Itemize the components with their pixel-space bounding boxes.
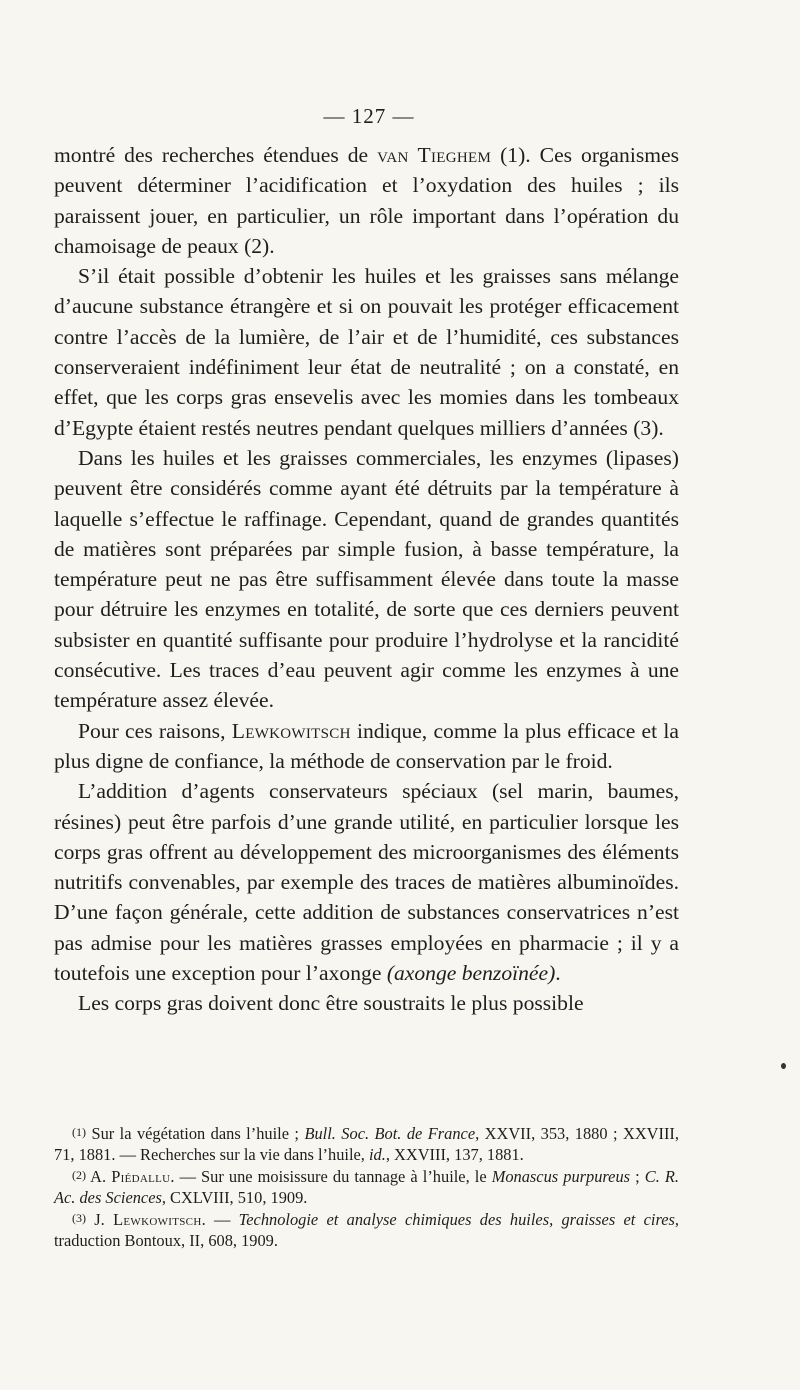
text-run: . — <box>201 1210 239 1229</box>
paragraph <box>54 443 679 716</box>
text-run: . — Sur une moisissure du tannage à l’huile, le <box>170 1167 492 1186</box>
author-name-piedallu: Piédallu <box>111 1167 171 1186</box>
page-number: — 127 — <box>323 104 415 128</box>
journal-title: Bull. Soc. Bot. de France <box>304 1124 476 1143</box>
body-text <box>54 140 679 1019</box>
footnote-number: (1) <box>72 1125 86 1139</box>
footnote-number: (2) <box>72 1168 86 1182</box>
text-run: Les corps gras doivent donc être soustraits le plus possible <box>78 991 584 1016</box>
text-run: A. <box>86 1167 112 1186</box>
paragraph <box>54 261 679 443</box>
footnote-1 <box>54 1122 679 1165</box>
journal-title: C. R. Ac. des Sciences <box>54 1167 680 1207</box>
paragraph-continued <box>54 140 679 261</box>
paragraph <box>54 988 679 1018</box>
author-name-lewkowitsch: Lewkowitsch <box>231 718 351 743</box>
text-run: S’il était possible d’obtenir les huiles et les graisses sans mélange d’aucune substance étrangère et si on pouvait les protéger efficacement contre l’accès de la lumière, de l’air et de l’humidité, ces substances conserveraient indéfiniment leur état de neutralité ; on a constaté, en effet, que les corps gras ensevelis avec les momies dans les tombeaux d’Egypte étaient restés neutres pendant quelques milliers d’années (3). <box>54 264 679 440</box>
text-run: , XXVIII, 137, 1881. <box>385 1145 524 1164</box>
paragraph <box>54 776 679 988</box>
book-title: Technologie et analyse chimiques des huiles, graisses et cires <box>238 1210 675 1229</box>
text-run: (1). Ces organismes peuvent déterminer l’acidification et l’oxydation des huiles ; ils paraissent jouer, en particulier, un rôle important dans l’opération du chamoisage de peaux (2). <box>54 143 680 258</box>
species-name: Monascus purpureus <box>491 1167 631 1186</box>
footnote-2 <box>54 1165 679 1208</box>
author-name-van-tieghem: van Tieghem <box>377 143 492 167</box>
text-run: , CXLVIII, 510, 1909. <box>161 1188 308 1207</box>
italic-term: (axonge benzoïnée) <box>386 961 556 986</box>
text-run: montré des recherches étendues de <box>54 143 378 167</box>
text-run: J. <box>86 1210 114 1229</box>
ink-speck <box>781 1063 786 1069</box>
text-run: Sur la végétation dans l’huile ; <box>86 1124 305 1143</box>
paragraph <box>54 716 679 777</box>
text-run: indique, comme la plus efficace et la plus digne de confiance, la méthode de conservation par le froid. <box>54 718 679 773</box>
text-run: , XXVII, 353, 1880 ; XXVIII, 71, 1881. — Recherches sur la vie dans l’huile, <box>54 1124 679 1164</box>
text-run: . <box>555 961 561 986</box>
footnotes <box>54 1122 679 1251</box>
text-run: Dans les huiles et les graisses commerciales, les enzymes (lipases) peuvent être considérés comme ayant été détruits par la température à laquelle s’effectue le raffinage. Cependant, quand de grandes quantités de matières sont préparées par simple fusion, à basse température, la température peut ne pas être suffisamment élevée dans toute la masse pour détruire les enzymes en totalité, de sorte que ces derniers peuvent subsister en quantité suffisante pour produire l’hydrolyse et la rancidité consécutive. Les traces d’eau peuvent agir comme les enzymes à une température assez élevée. <box>54 445 679 713</box>
footnote-3 <box>54 1208 679 1251</box>
italic-abbrev: id. <box>368 1145 386 1164</box>
text-run: ; <box>630 1167 645 1186</box>
footnote-number: (3) <box>72 1211 86 1225</box>
author-name-lewkowitsch: Lewkowitsch <box>113 1210 202 1229</box>
text-run: , traduction Bontoux, II, 608, 1909. <box>54 1210 680 1250</box>
text-run: L’addition d’agents conservateurs spéciaux (sel marin, baumes, résines) peut être parfois d’une grande utilité, en particulier lorsque les corps gras offrent au développement des microorganismes des éléments nutritifs convenables, par exemple des traces de matières albuminoïdes. D’une façon générale, cette addition de substances conservatrices n’est pas admise pour les matières grasses employées en pharmacie ; il y a toutefois une exception pour l’axonge <box>54 779 679 986</box>
text-run: Pour ces raisons, <box>78 718 232 743</box>
